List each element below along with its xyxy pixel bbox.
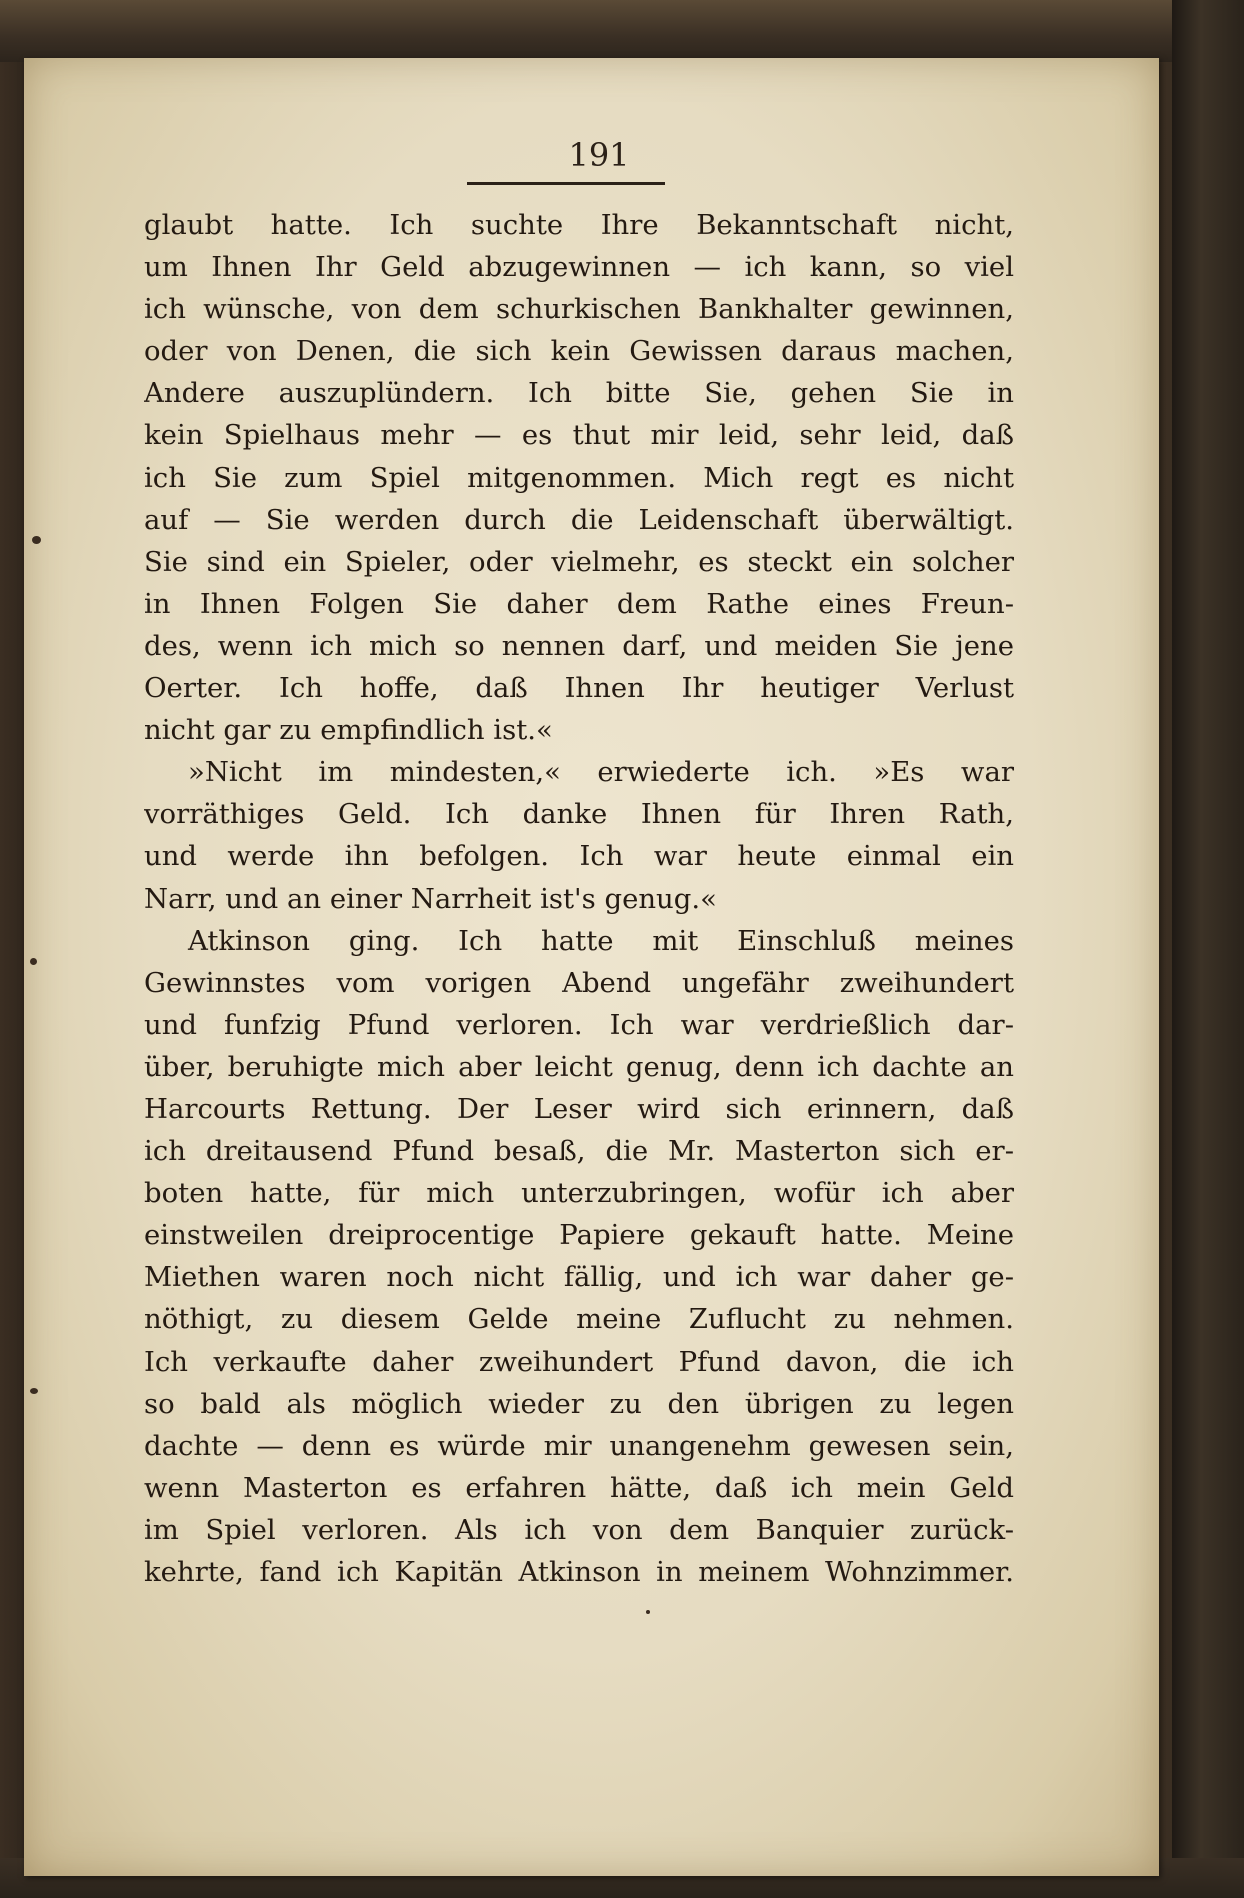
paper-speck <box>646 1610 650 1614</box>
book-cover-top-edge <box>0 0 1244 62</box>
text-line: Gewinnstes vom vorigen Abend ungefähr zweihundert <box>144 966 1014 999</box>
text-line: so bald als möglich wieder zu den übrigen zu legen <box>144 1387 1014 1420</box>
text-line: Atkinson ging. Ich hatte mit Einschluß meines <box>188 924 1014 957</box>
text-line: glaubt hatte. Ich suchte Ihre Bekanntschaft nicht, <box>144 209 1014 241</box>
text-line: kein Spielhaus mehr — es thut mir leid, sehr leid, daß <box>144 419 1014 452</box>
text-line: ich Sie zum Spiel mitgenommen. Mich regt es nicht <box>144 461 1014 494</box>
page-number: 191 <box>568 136 630 174</box>
text-line: und werde ihn befolgen. Ich war heute einmal ein <box>144 840 1014 873</box>
text-line: des, wenn ich mich so nennen darf, und meiden Sie jene <box>144 629 1014 662</box>
paper-speck <box>30 958 37 965</box>
text-line: Narr, und an einer Narrheit ist's genug.« <box>144 882 717 915</box>
paper-speck <box>30 1388 38 1394</box>
text-line: ich wünsche, von dem schurkischen Bankhalter gewinnen, <box>144 293 1014 326</box>
text-line: in Ihnen Folgen Sie daher dem Rathe eines Freun- <box>144 587 1014 620</box>
text-line: im Spiel verloren. Als ich von dem Banquier zurück- <box>144 1513 1014 1546</box>
text-line: oder von Denen, die sich kein Gewissen daraus machen, <box>144 335 1014 368</box>
text-line: Sie sind ein Spieler, oder vielmehr, es steckt ein solcher <box>144 545 1014 578</box>
text-line: Harcourts Rettung. Der Leser wird sich erinnern, daß <box>144 1092 1014 1125</box>
text-line: Oerter. Ich hoffe, daß Ihnen Ihr heutiger Verlust <box>144 672 1014 705</box>
text-line: »Nicht im mindesten,« erwiederte ich. »Es war <box>188 756 1014 789</box>
book-page <box>24 58 1159 1876</box>
header-rule <box>467 182 665 185</box>
text-line: und funfzig Pfund verloren. Ich war verdrießlich dar- <box>144 1008 1014 1041</box>
text-line: auf — Sie werden durch die Leidenschaft überwältigt. <box>144 503 1014 536</box>
text-line: ich dreitausend Pfund besaß, die Mr. Masterton sich er- <box>144 1135 1014 1168</box>
text-line: dachte — denn es würde mir unangenehm gewesen sein, <box>144 1429 1014 1462</box>
text-line: einstweilen dreiprocentige Papiere gekauft hatte. Meine <box>144 1219 1014 1252</box>
paper-speck <box>32 536 41 544</box>
text-line: um Ihnen Ihr Geld abzugewinnen — ich kann, so viel <box>144 251 1014 284</box>
text-line: über, beruhigte mich aber leicht genug, denn ich dachte an <box>144 1050 1014 1083</box>
text-line: kehrte, fand ich Kapitän Atkinson in meinem Wohnzimmer. <box>144 1556 1014 1588</box>
text-line: boten hatte, für mich unterzubringen, wofür ich aber <box>144 1177 1014 1210</box>
text-line: Andere auszuplündern. Ich bitte Sie, gehen Sie in <box>144 377 1014 410</box>
text-line: nicht gar zu empfindlich ist.« <box>144 714 553 747</box>
text-line: Miethen waren noch nicht fällig, und ich war daher ge- <box>144 1261 1014 1294</box>
page-body-text <box>144 204 1014 1593</box>
text-line: wenn Masterton es erfahren hätte, daß ich mein Geld <box>144 1471 1014 1504</box>
text-line: nöthigt, zu diesem Gelde meine Zuflucht zu nehmen. <box>144 1303 1014 1336</box>
book-cover-right-edge <box>1172 0 1244 1898</box>
text-line: vorräthiges Geld. Ich danke Ihnen für Ihren Rath, <box>144 798 1014 831</box>
text-line: Ich verkaufte daher zweihundert Pfund davon, die ich <box>144 1345 1014 1378</box>
